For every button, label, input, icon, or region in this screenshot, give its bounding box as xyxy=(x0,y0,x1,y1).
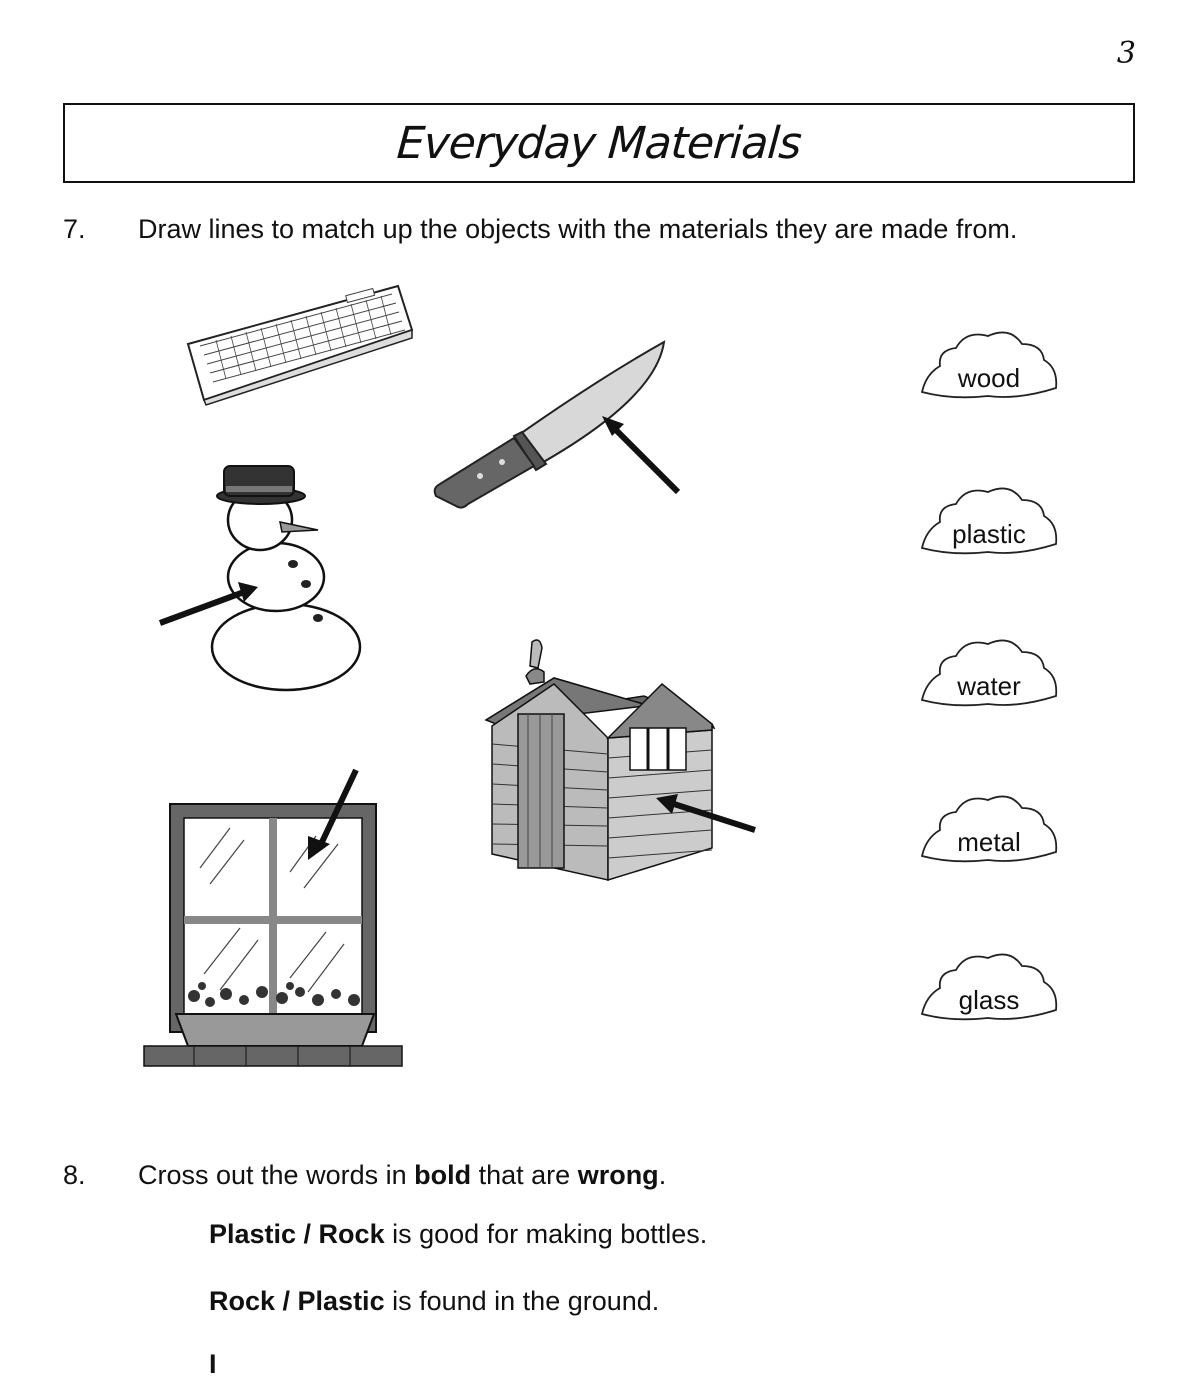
statement-line[interactable]: Plastic / Rock is good for making bottles. xyxy=(209,1219,708,1249)
material-label: glass xyxy=(958,985,1020,1015)
question-text: Draw lines to match up the objects with the materials they are made from. xyxy=(138,214,1018,244)
question-number: 7. xyxy=(63,214,86,244)
material-metal[interactable] xyxy=(918,790,1060,866)
bold-choice[interactable]: Rock / Plastic xyxy=(209,1286,385,1316)
material-label: metal xyxy=(957,827,1021,857)
material-label: water xyxy=(957,671,1021,701)
question-number: 8. xyxy=(63,1160,86,1190)
material-plastic[interactable] xyxy=(918,482,1060,558)
material-glass[interactable] xyxy=(918,948,1060,1024)
title-box xyxy=(63,103,1135,183)
statement-line[interactable] xyxy=(209,1349,217,1380)
material-water[interactable] xyxy=(918,634,1060,710)
knife-icon[interactable] xyxy=(430,338,690,512)
page-number: 3 xyxy=(1116,36,1136,71)
material-label: plastic xyxy=(952,519,1026,549)
keyboard-icon[interactable] xyxy=(186,284,416,406)
snowman-icon[interactable] xyxy=(156,460,366,692)
shed-icon[interactable] xyxy=(482,634,762,886)
bold-choice[interactable]: Plastic / Rock xyxy=(209,1219,385,1249)
question-7 xyxy=(63,214,1017,245)
window-icon[interactable] xyxy=(140,764,406,1070)
page-title: Everyday Materials xyxy=(395,117,803,169)
statement-line[interactable]: Rock / Plastic is found in the ground. xyxy=(209,1286,660,1316)
material-wood[interactable] xyxy=(918,326,1060,402)
material-label: wood xyxy=(957,363,1021,393)
question-8 xyxy=(63,1160,666,1191)
bold-choice[interactable]: I xyxy=(209,1349,217,1379)
question-text: Cross out the words in bold that are wrong. xyxy=(138,1160,667,1190)
